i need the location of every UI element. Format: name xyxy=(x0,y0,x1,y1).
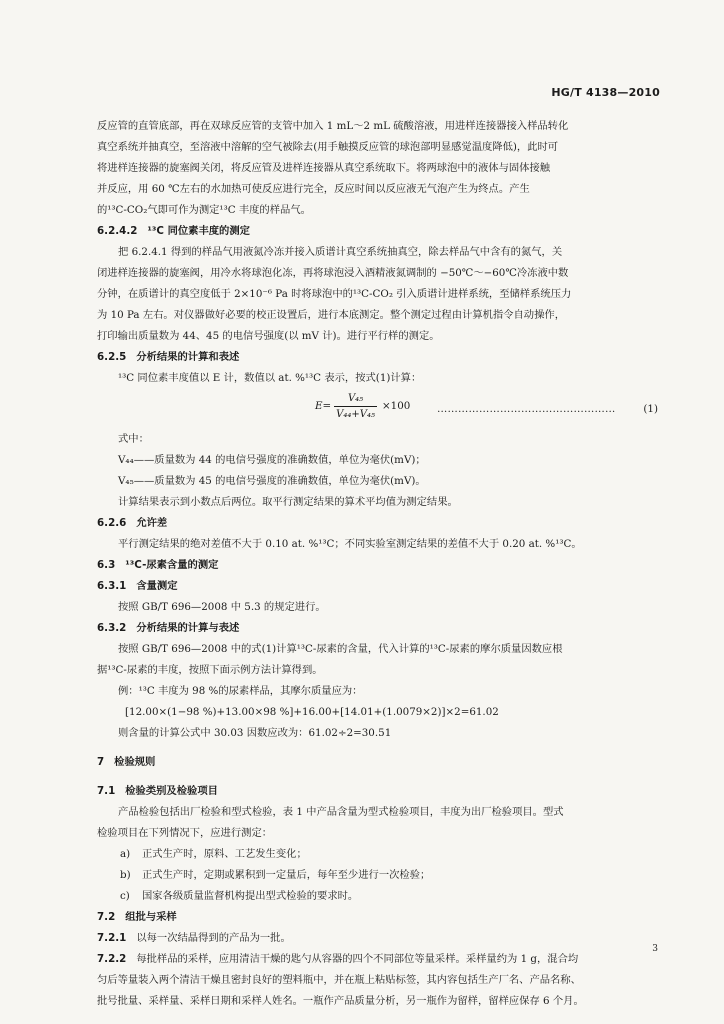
text-line: 反应管的直管底部，再在双球反应管的支管中加入 1 mL～2 mL 硫酸溶液，用进样连接器接入样品转化 xyxy=(97,120,569,132)
text-line: 批号批量、采样量、采样日期和采样人姓名。一瓶作产品质量分析，另一瓶作为留样，留样应保存 6 个月。 xyxy=(97,995,584,1007)
example-line: 例：¹³C 丰度为 98 %的尿素样品，其摩尔质量应为： xyxy=(118,685,363,697)
section-title: ¹³C-尿素含量的测定 xyxy=(125,559,219,571)
section-number: 6.2.5 xyxy=(97,351,127,363)
section-number: 7 xyxy=(97,756,105,768)
equation-number: (1) xyxy=(643,403,658,415)
section-heading-6-2-4-2 xyxy=(97,221,660,242)
section-heading-6-2-5 xyxy=(97,347,660,368)
text-line: 产品检验包括出厂检验和型式检验，表 1 中产品含量为型式检验项目，丰度为出厂检验项目。型式 xyxy=(118,806,564,818)
section-title: 组批与采样 xyxy=(125,911,177,923)
section-number: 7.1 xyxy=(97,785,116,797)
text-line: 真空系统并抽真空，至溶液中溶解的空气被除去(用手触摸反应管的球泡部明显感觉温度降低)，此时可 xyxy=(97,141,559,153)
section-title: 分析结果的计算和表述 xyxy=(136,351,240,363)
list-marker: b) xyxy=(120,869,131,881)
where-label: 式中： xyxy=(118,433,149,445)
text-line: 将进样连接器的旋塞阀关闭，将反应管及进样连接器从真空系统取下。将两球泡中的液体与固体接触 xyxy=(97,162,551,174)
section-number: 6.3.1 xyxy=(97,580,127,592)
section-title: 含量测定 xyxy=(136,580,178,592)
section-number: 6.2.6 xyxy=(97,517,127,529)
text-line: ¹³C 同位素丰度值以 E 计，数值以 at. %¹³C 表示，按式(1)计算： xyxy=(118,372,422,384)
text-line: 计算结果表示到小数点后两位。取平行测定结果的算术平均值为测定结果。 xyxy=(118,496,458,508)
variable-definition: V₄₄——质量数为 44 的电信号强度的准确数值，单位为毫伏(mV)； xyxy=(118,454,426,466)
text-line: 的¹³C-CO₂气即可作为测定¹³C 丰度的样品气。 xyxy=(97,204,311,216)
section-number: 6.2.4.2 xyxy=(97,225,138,237)
fraction-denominator: V₄₄+V₄₅ xyxy=(336,409,376,420)
text-line: 检验项目在下列情况下，应进行测定： xyxy=(97,827,273,839)
standard-code: HG/T 4138—2010 xyxy=(551,86,660,99)
formula-lhs: E= xyxy=(315,400,332,412)
page-number: 3 xyxy=(652,944,658,954)
list-item xyxy=(97,886,660,907)
list-text: 正式生产时，定期或累积到一定量后，每年至少进行一次检验； xyxy=(142,869,431,881)
section-heading-7 xyxy=(97,752,660,773)
section-number: 6.3.2 xyxy=(97,622,127,634)
equation-1 xyxy=(97,389,660,429)
section-title: 允许差 xyxy=(136,517,168,529)
section-heading-6-3 xyxy=(97,555,660,576)
page-content xyxy=(97,116,660,1012)
section-title: 分析结果的计算与表述 xyxy=(136,622,240,634)
section-heading-7-2 xyxy=(97,907,660,928)
fraction xyxy=(334,391,377,422)
list-item xyxy=(97,844,660,865)
text-line: 为 10 Pa 左右。对仪器做好必要的校正设置后，进行本底测定。整个测定过程由计算机指令自动操作， xyxy=(97,309,565,321)
clause-7-2-2 xyxy=(97,949,660,970)
section-heading-6-3-2 xyxy=(97,618,660,639)
text-line: 把 6.2.4.1 得到的样品气用液氮冷冻并接入质谱计真空系统抽真空，除去样品气中含有的氮气，关 xyxy=(118,246,563,258)
section-number: 6.3 xyxy=(97,559,116,571)
list-text: 正式生产时，原料、工艺发生变化； xyxy=(142,848,307,860)
formula-multiplier: ×100 xyxy=(382,400,411,412)
clause-text: 每批样品的采样，应用清洁干燥的匙勺从容器的四个不同部位等量采样。采样量约为 1 g，混合均 xyxy=(136,953,579,965)
text-line: 据¹³C-尿素的丰度，按照下面示例方法计算得到。 xyxy=(97,664,323,676)
section-heading-7-1 xyxy=(97,781,660,802)
section-number: 7.2.1 xyxy=(97,932,127,944)
text-line: 闭进样连接器的旋塞阀，用冷水将球泡化冻，再将球泡浸入酒精液氮调制的 −50℃～−60℃冷冻液中数 xyxy=(97,267,569,279)
example-calculation: [12.00×(1−98 %)+13.00×98 %]+16.00+[14.01+(1.0079×2)]×2=61.02 xyxy=(125,706,499,718)
section-number: 7.2.2 xyxy=(97,953,127,965)
formula xyxy=(315,391,410,422)
list-marker: a) xyxy=(120,848,131,860)
text-line: 分钟，在质谱计的真空度低于 2×10⁻⁶ Pa 时将球泡中的¹³C-CO₂ 引入质谱计进样系统，至储样系统压力 xyxy=(97,288,572,300)
section-title: ¹³C 同位素丰度的测定 xyxy=(147,225,250,237)
list-item xyxy=(97,865,660,886)
text-line: 按照 GB/T 696—2008 中的式(1)计算¹³C-尿素的含量，代入计算的¹³C-尿素的摩尔质量因数应根 xyxy=(118,643,563,655)
text-line: 平行测定结果的绝对差值不大于 0.10 at. %¹³C；不同实验室测定结果的差值不大于 0.20 at. %¹³C。 xyxy=(118,538,582,550)
clause-text: 以每一次结晶得到的产品为一批。 xyxy=(136,932,291,944)
example-result: 则含量的计算公式中 30.03 因数应改为：61.02÷2=30.51 xyxy=(118,727,392,739)
list-text: 国家各级质量监督机构提出型式检验的要求时。 xyxy=(142,890,359,902)
text-line: 匀后等量装入两个清洁干燥且密封良好的塑料瓶中，并在瓶上粘贴标签，其内容包括生产厂名、产品名称、 xyxy=(97,974,581,986)
fraction-numerator: V₄₅ xyxy=(347,393,364,404)
text-line: 按照 GB/T 696—2008 中 5.3 的规定进行。 xyxy=(118,601,326,613)
section-title: 检验规则 xyxy=(114,756,156,768)
text-line: 打印输出质量数为 44、45 的电信号强度(以 mV 计)。进行平行样的测定。 xyxy=(97,330,440,342)
section-heading-6-2-6 xyxy=(97,513,660,534)
list-marker: c) xyxy=(120,890,130,902)
clause-7-2-1 xyxy=(97,928,660,949)
text-line: 并反应，用 60 ℃左右的水加热可使反应进行完全，反应时间以反应液无气泡产生为终点。产生 xyxy=(97,183,530,195)
section-heading-6-3-1 xyxy=(97,576,660,597)
section-number: 7.2 xyxy=(97,911,116,923)
section-title: 检验类别及检验项目 xyxy=(125,785,218,797)
variable-definition: V₄₅——质量数为 45 的电信号强度的准确数值，单位为毫伏(mV)。 xyxy=(118,475,426,487)
equation-leader-dots: …………………………………………… xyxy=(437,403,616,415)
